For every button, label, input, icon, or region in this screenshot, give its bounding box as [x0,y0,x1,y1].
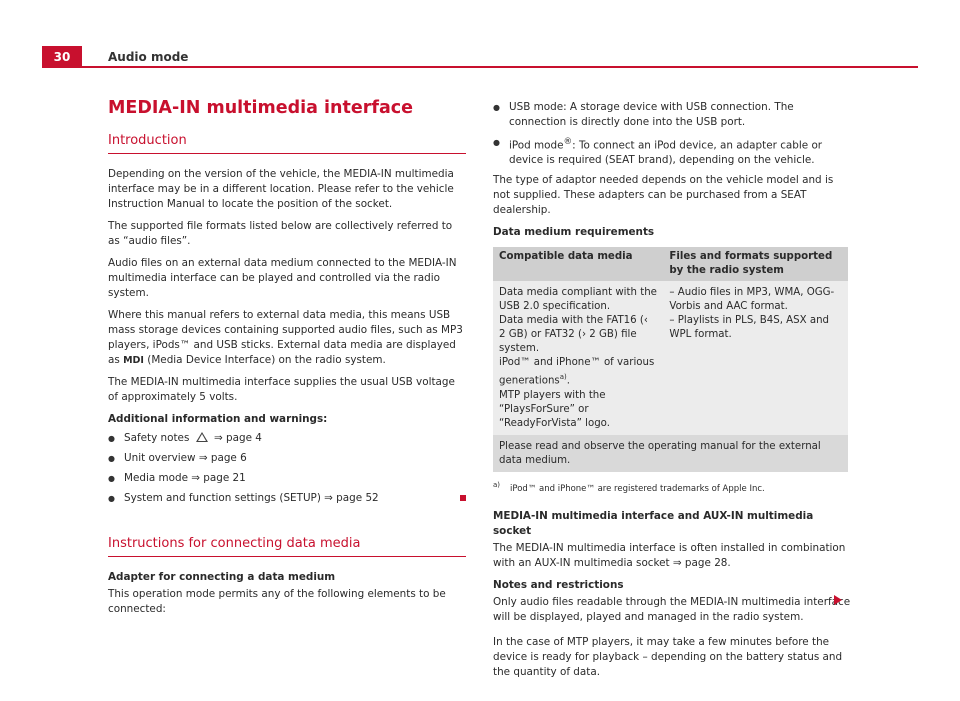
safety-notes-label: Safety notes [124,432,190,444]
media-line-3-text: iPod™ and iPhone™ of various generations [499,357,655,387]
formats-line-2: – Playlists in PLS, B4S, ASX and WPL format. [669,315,829,341]
right-column [493,100,851,687]
intro-paragraph-5: The MEDIA-IN multimedia interface supplies the usual USB voltage of approximately 5 volts. [108,376,455,403]
media-line-3 [499,356,657,388]
table-header-col1: Compatible data media [493,247,663,281]
mdi-label: MDI [123,355,144,366]
table-note: Please read and observe the operating manual for the external data medium. [493,435,848,472]
notes-heading: Notes and restrictions [493,578,624,591]
media-line-4: MTP players with the “PlaysForSure” or “ReadyForVista” logo. [499,389,610,429]
adapter-heading: Adapter for connecting a data medium [108,571,336,583]
intro-heading-rule [108,153,466,154]
table-row [493,281,848,434]
footnote-mark: a) [493,480,501,489]
warning-icon [196,432,208,442]
table-note-row [493,435,848,472]
formats-line-1: – Audio files in MP3, WMA, OGG-Vorbis and AAC format. [669,287,835,313]
footnote-text: iPod™ and iPhone™ are registered trademarks of Apple Inc. [510,483,765,494]
page-title: MEDIA-IN multimedia interface [108,98,414,118]
connect-heading: Instructions for connecting data media [108,536,361,551]
list-item[interactable]: ● Media mode ⇒ page 21 [108,471,466,486]
list-item [108,431,466,446]
media-line-3-end: . [566,375,570,387]
left-column [108,96,466,624]
intro-paragraph-1: Depending on the version of the vehicle, the MEDIA-IN multimedia interface may be in a different location. Please refer to the vehicle Instruction Manual to locate the position of the socket. [108,168,454,210]
p4-text-a: Where this manual refers to external data media, this means USB mass storage devices containing supported audio files, such as MP3 players, iPods™ and USB sticks. External data media are displayed as [108,309,463,366]
continue-arrow-icon [834,595,842,605]
intro-paragraph-3: Audio files on an external data medium connected to the MEDIA-IN multimedia interface can be played and controlled via the radio system. [108,257,457,299]
additional-info-heading: Additional information and warnings: [108,413,328,425]
media-line-1: Data media compliant with the USB 2.0 specification. [499,287,657,313]
connect-heading-rule [108,556,466,557]
ipod-mode-text: : To connect an iPod device, an adapter cable or device is required (SEAT brand), depending on the vehicle. [509,139,823,167]
list-item[interactable]: ● Unit overview ⇒ page 6 [108,451,466,466]
requirements-heading: Data medium requirements [493,226,655,239]
requirements-table [493,247,848,471]
aux-paragraph: The MEDIA-IN multimedia interface is often installed in combination with an AUX-IN multimedia socket ⇒ page 28. [493,541,846,569]
table-header-col2: Files and formats supported by the radio system [663,247,848,281]
page-number: 30 [53,50,71,64]
notes-paragraph: Only audio files readable through the MEDIA-IN multimedia interface will be displayed, played and managed in the radio system. [493,595,851,623]
registered-mark: ® [563,137,573,147]
header-rule [82,66,918,68]
table-cell-media [493,281,663,434]
footnote [493,478,851,497]
list-item: ● USB mode: A storage device with USB connection. The connection is directly done into the USB port. [493,100,851,130]
ipod-mode-label: iPod mode [509,139,564,152]
table-header-row [493,247,848,281]
intro-paragraph-2: The supported file formats listed below are collectively referred to as “audio files”. [108,220,453,247]
setup-link[interactable]: System and function settings (SETUP) ⇒ page 52 [124,492,379,504]
section-title: Audio mode [108,50,189,64]
mtp-paragraph: In the case of MTP players, it may take a few minutes before the device is ready for playback – depending on the battery status and the quantity of data. [493,635,843,678]
table-cell-formats [663,281,848,434]
footnote-ref: a) [559,373,567,382]
adapter-paragraph: This operation mode permits any of the following elements to be connected: [108,588,446,615]
section-end-marker [460,495,466,501]
list-item [108,491,466,506]
safety-notes-link[interactable]: ⇒ page 4 [214,432,262,444]
aux-heading: MEDIA-IN multimedia interface and AUX-IN multimedia socket [493,509,814,537]
media-line-2: Data media with the FAT16 (‹ 2 GB) or FAT32 (› 2 GB) file system. [499,315,648,355]
intro-paragraph-4 [108,308,466,368]
list-item [493,135,851,168]
adaptor-paragraph: The type of adaptor needed depends on the vehicle model and is not supplied. These adapters can be purchased from a SEAT dealership. [493,174,834,217]
p4-text-b: (Media Device Interface) on the radio system. [147,354,386,366]
intro-heading: Introduction [108,133,187,148]
